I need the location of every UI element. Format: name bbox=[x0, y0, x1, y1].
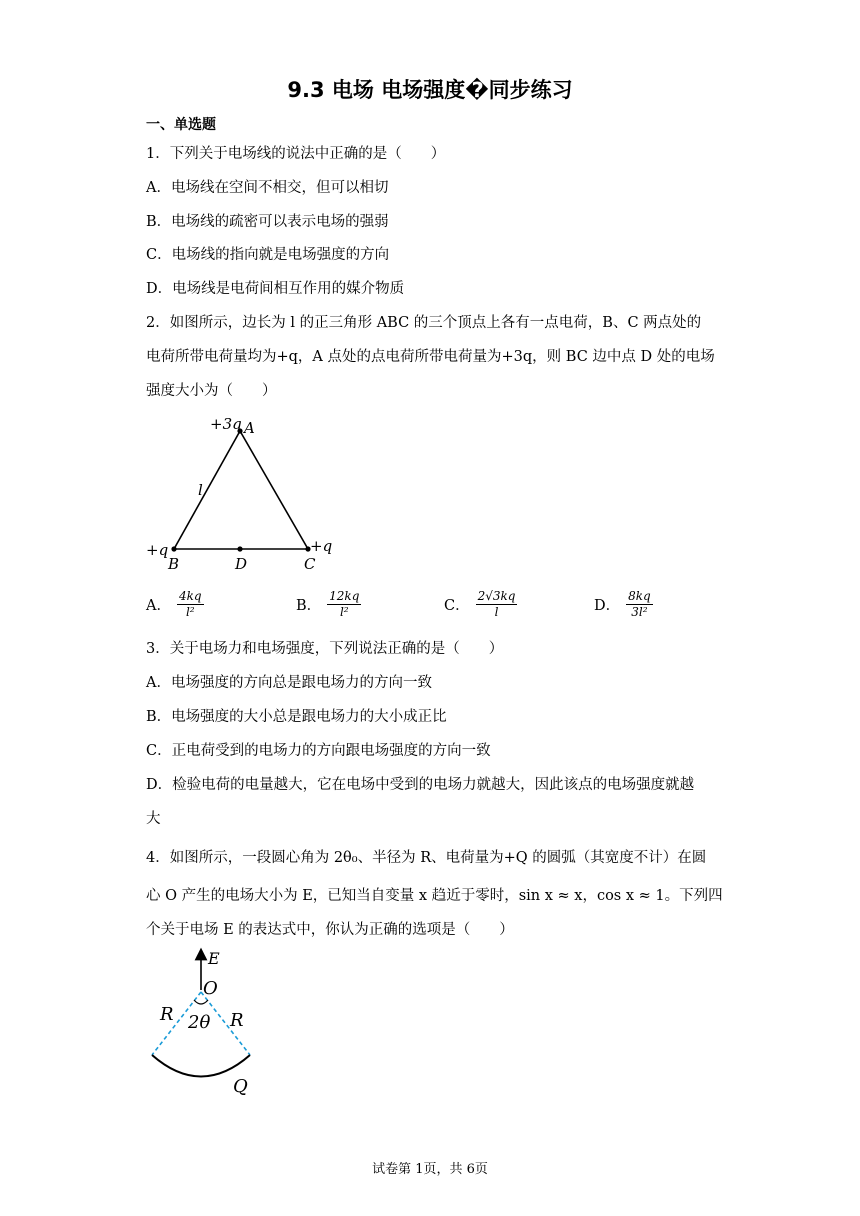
q2-option-c-numerator: 2√3kq bbox=[476, 590, 518, 605]
q4-stem-line3: 个关于电场 E 的表达式中，你认为正确的选项是（ ） bbox=[146, 922, 514, 938]
q1-option-a: A．电场线在空间不相交，但可以相切 bbox=[146, 180, 389, 196]
q3-option-a: A．电场强度的方向总是跟电场力的方向一致 bbox=[146, 675, 432, 691]
arc-figure bbox=[140, 940, 290, 1100]
q1-option-c: C．电场线的指向就是电场强度的方向 bbox=[146, 247, 390, 263]
q2-option-d-fraction bbox=[626, 590, 653, 619]
q2-option-b-letter: B． bbox=[296, 598, 322, 615]
q2-option-c-denominator: l bbox=[494, 605, 499, 620]
q1-option-b: B．电场线的疏密可以表示电场的强弱 bbox=[146, 214, 389, 230]
section-heading: 一、单选题 bbox=[146, 117, 216, 133]
label-d: D bbox=[235, 555, 248, 573]
label-a: A bbox=[244, 419, 255, 437]
q2-stem-line3: 强度大小为（ ） bbox=[146, 383, 277, 399]
label-c: C bbox=[304, 555, 316, 573]
label-q: Q bbox=[233, 1076, 248, 1097]
label-angle: 2θ bbox=[188, 1012, 211, 1033]
label-e: E bbox=[208, 949, 220, 968]
q2-option-d bbox=[594, 590, 653, 619]
label-side-l: l bbox=[198, 481, 203, 499]
q1-stem: 1．下列关于电场线的说法中正确的是（ ） bbox=[146, 146, 446, 162]
q2-option-b-numerator: 12kq bbox=[327, 590, 361, 605]
q3-option-b: B．电场强度的大小总是跟电场力的大小成正比 bbox=[146, 709, 447, 725]
angle-arc bbox=[194, 1000, 208, 1004]
label-r-left: R bbox=[160, 1004, 174, 1025]
q3-option-d-line1: D．检验电荷的电量越大，它在电场中受到的电场力就越大，因此该点的电场强度就越 bbox=[146, 777, 695, 793]
q2-option-d-letter: D． bbox=[594, 598, 621, 615]
q4-stem-line1: 4．如图所示，一段圆心角为 2θ₀、半径为 R、电荷量为+Q 的圆弧（其宽度不计）在圆 bbox=[146, 850, 707, 866]
label-r-right: R bbox=[230, 1010, 244, 1031]
page-title: 9.3 电场 电场强度�同步练习 bbox=[287, 78, 573, 102]
q2-option-a-numerator: 4kq bbox=[177, 590, 204, 605]
charged-arc bbox=[152, 1055, 250, 1077]
triangle-side-ab bbox=[174, 431, 240, 549]
q2-option-d-numerator: 8kq bbox=[626, 590, 653, 605]
q1-option-d: D．电场线是电荷间相互作用的媒介物质 bbox=[146, 281, 405, 297]
label-b: B bbox=[168, 555, 180, 573]
q2-option-c bbox=[444, 590, 517, 619]
q4-stem-line2: 心 O 产生的电场大小为 E，已知当自变量 x 趋近于零时，sin x ≈ x，cos x ≈ 1。下列四 bbox=[146, 888, 723, 904]
label-o: O bbox=[203, 978, 218, 999]
q2-option-b-denominator: l² bbox=[339, 605, 349, 620]
q2-option-a-letter: A． bbox=[146, 598, 171, 615]
q2-option-a bbox=[146, 590, 204, 619]
q2-option-c-letter: C． bbox=[444, 598, 470, 615]
q2-option-b bbox=[296, 590, 361, 619]
point-d bbox=[237, 546, 242, 551]
point-b bbox=[171, 546, 176, 551]
triangle-figure bbox=[140, 405, 360, 580]
q2-option-d-denominator: 3l² bbox=[631, 605, 648, 620]
page-footer: 试卷第 1页，共 6页 bbox=[372, 1162, 488, 1177]
label-charge-b: +q bbox=[146, 541, 169, 559]
label-charge-c: +q bbox=[310, 537, 333, 555]
label-charge-a: +3q bbox=[210, 415, 242, 433]
q3-option-c: C．正电荷受到的电场力的方向跟电场强度的方向一致 bbox=[146, 743, 491, 759]
q2-option-c-fraction bbox=[476, 590, 518, 619]
q2-stem-line2: 电荷所带电荷量均为+q，A 点处的点电荷所带电荷量为+3q，则 BC 边中点 D 处的电场 bbox=[146, 349, 715, 365]
triangle-side-ac bbox=[240, 431, 308, 549]
q2-option-b-fraction bbox=[327, 590, 361, 619]
q3-stem: 3．关于电场力和电场强度，下列说法正确的是（ ） bbox=[146, 641, 504, 657]
q2-option-a-denominator: l² bbox=[185, 605, 195, 620]
q3-option-d-line2: 大 bbox=[146, 811, 161, 827]
q2-option-a-fraction bbox=[177, 590, 204, 619]
q2-stem-line1: 2．如图所示，边长为 l 的正三角形 ABC 的三个顶点上各有一点电荷，B、C 两点处的 bbox=[146, 315, 702, 331]
